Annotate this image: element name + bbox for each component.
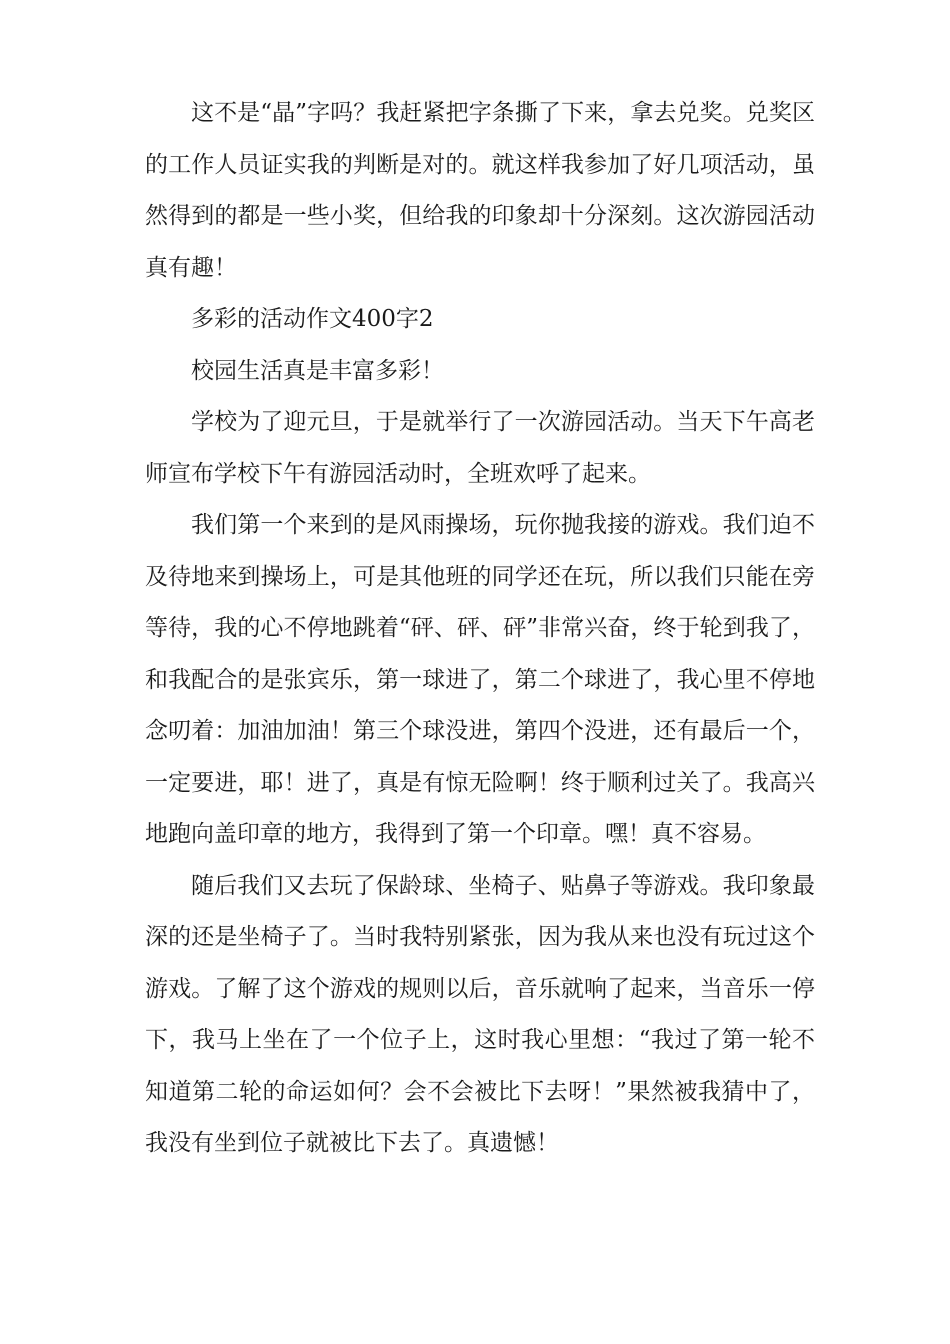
essay-title: 多彩的活动作文400字2 bbox=[191, 306, 434, 332]
paragraph-closing-previous-essay: 这不是“晶”字吗？我赶紧把字条撕了下来，拿去兑奖。兑奖区的工作人员证实我的判断是对的。就这样我参加了好几项活动，虽然得到的都是一些小奖，但给我的印象却十分深刻。这次游园活动真有趣！ bbox=[145, 100, 815, 281]
paragraph-announcement: 学校为了迎元旦，于是就举行了一次游园活动。当天下午高老师宣布学校下午有游园活动时，全班欢呼了起来。 bbox=[145, 409, 815, 487]
paragraph-chair-game: 随后我们又去玩了保龄球、坐椅子、贴鼻子等游戏。我印象最深的还是坐椅子了。当时我特别紧张，因为我从来也没有玩过这个游戏。了解了这个游戏的规则以后，音乐就响了起来，当音乐一停下，我马上坐在了一个位子上，这时我心里想：“我过了第一轮不知道第二轮的命运如何？会不会被比下去呀！”果然被我猜中了，我没有坐到位子就被比下去了。真遗憾！ bbox=[145, 872, 815, 1156]
paragraph-intro: 校园生活真是丰富多彩！ bbox=[191, 357, 444, 384]
paragraph-ball-game: 我们第一个来到的是风雨操场，玩你抛我接的游戏。我们迫不及待地来到操场上，可是其他班的同学还在玩，所以我们只能在旁等待，我的心不停地跳着“砰、砰、砰”非常兴奋，终于轮到我了，和我配合的是张宾乐，第一球进了，第二个球进了，我心里不停地念叨着：加油加油！第三个球没进，第四个没进，还有最后一个，一定要进，耶！进了，真是有惊无险啊！终于顺利过关了。我高兴地跑向盖印章的地方，我得到了第一个印章。嘿！真不容易。 bbox=[145, 512, 815, 847]
document-body bbox=[145, 88, 815, 1170]
